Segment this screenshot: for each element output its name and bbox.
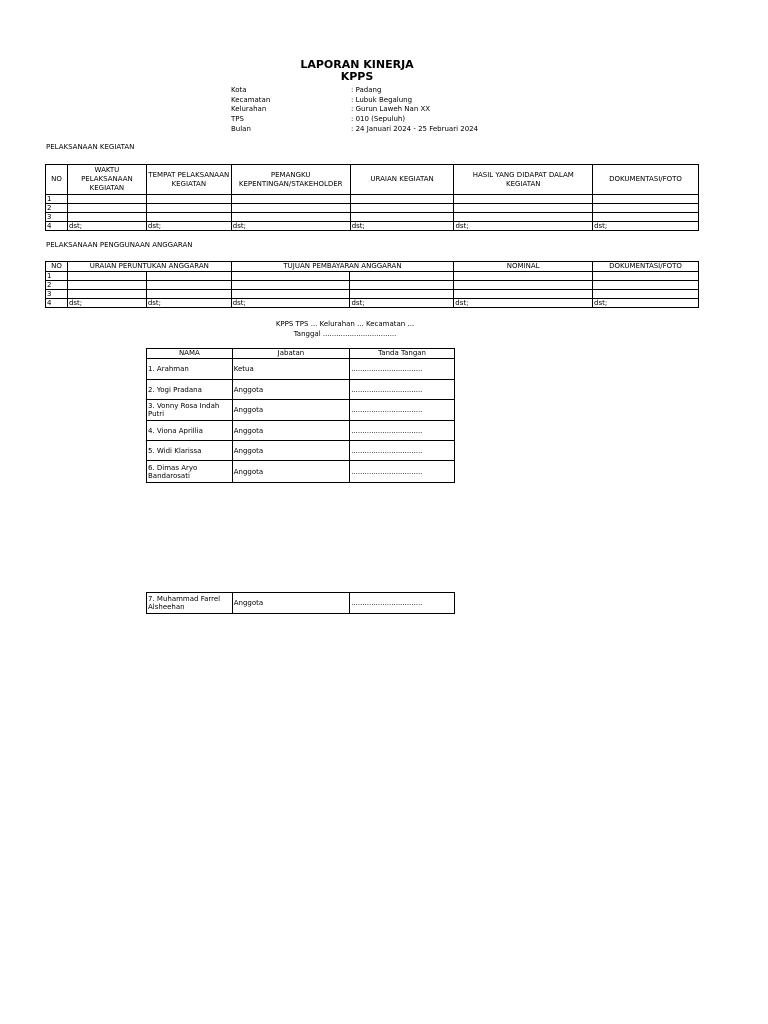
table-header-row: [147, 349, 455, 359]
table-cell: [146, 281, 231, 290]
info-row-bulan: [231, 125, 551, 135]
table-cell: dst;: [146, 222, 231, 231]
column-header: TUJUAN PEMBAYARAN ANGGARAN: [231, 262, 454, 272]
table-header-row: [46, 165, 699, 195]
report-title: LAPORAN KINERJA: [300, 58, 414, 71]
member-role: Anggota: [232, 421, 349, 441]
member-role: Anggota: [232, 441, 349, 461]
table-row: [147, 380, 455, 400]
info-row-kelurahan: [231, 105, 551, 115]
table-row: [147, 593, 455, 614]
info-value: : Lubuk Begalung: [351, 95, 413, 104]
table-cell: 3: [46, 290, 68, 299]
kegiatan-table: [45, 164, 699, 231]
member-role: Anggota: [232, 593, 349, 614]
table-row: [46, 204, 699, 213]
info-row-tps: [231, 115, 551, 125]
member-signature: ................................: [350, 400, 455, 421]
column-header: Jabatan: [232, 349, 349, 359]
member-name: 2. Yogi Pradana: [147, 380, 233, 400]
table-cell: 3: [46, 213, 68, 222]
table-cell: dst;: [231, 299, 350, 308]
table-cell: [231, 204, 350, 213]
section-title-kegiatan: PELAKSANAAN KEGIATAN: [46, 143, 135, 151]
info-row-kota: [231, 86, 551, 96]
table-cell: [454, 195, 593, 204]
table-cell: [146, 290, 231, 299]
table-cell: 2: [46, 281, 68, 290]
info-label: Bulan: [231, 124, 251, 133]
table-cell: 2: [46, 204, 68, 213]
member-role: Anggota: [232, 400, 349, 421]
column-header: DOKUMENTASI/FOTO: [593, 262, 699, 272]
table-cell: [593, 281, 699, 290]
member-signature: ................................: [350, 380, 455, 400]
place-line: KPPS TPS ... Kelurahan ... Kecamatan ...: [275, 320, 415, 328]
table-cell: [454, 213, 593, 222]
table-header-row: [46, 262, 699, 272]
table-cell: [146, 195, 231, 204]
info-row-kecamatan: [231, 96, 551, 106]
table-cell: dst;: [350, 299, 454, 308]
member-signature: ................................: [350, 593, 455, 614]
column-header: URAIAN KEGIATAN: [350, 165, 454, 195]
table-cell: 1: [46, 272, 68, 281]
table-cell: [146, 213, 231, 222]
table-row: [147, 359, 455, 380]
column-header: NO: [46, 165, 68, 195]
table-cell: [67, 213, 146, 222]
table-cell: dst;: [231, 222, 350, 231]
table-cell: dst;: [593, 222, 699, 231]
column-header: PEMANGKU KEPENTINGAN/STAKEHOLDER: [231, 165, 350, 195]
table-cell: [67, 281, 146, 290]
info-label: Kecamatan: [231, 95, 271, 104]
table-row: [46, 299, 699, 308]
table-cell: [350, 290, 454, 299]
table-cell: [231, 281, 350, 290]
table-cell: 1: [46, 195, 68, 204]
table-cell: [593, 290, 699, 299]
member-signature: ................................: [350, 461, 455, 483]
date-line: Tanggal .................................: [293, 330, 397, 338]
report-subtitle: KPPS: [340, 70, 374, 83]
table-row: [147, 400, 455, 421]
table-cell: dst;: [67, 222, 146, 231]
table-cell: [67, 204, 146, 213]
table-cell: [350, 213, 454, 222]
table-cell: [67, 195, 146, 204]
table-cell: dst;: [454, 299, 593, 308]
table-cell: [350, 272, 454, 281]
member-name: 6. Dimas Aryo Bandarosati: [147, 461, 233, 483]
column-header: TEMPAT PELAKSANAAN KEGIATAN: [146, 165, 231, 195]
info-value: : 010 (Sepuluh): [351, 115, 406, 124]
table-cell: dst;: [67, 299, 146, 308]
table-cell: [231, 213, 350, 222]
member-signature: ................................: [350, 441, 455, 461]
column-header: NAMA: [147, 349, 233, 359]
table-cell: [146, 272, 231, 281]
anggaran-table: [45, 261, 699, 308]
table-row: [147, 441, 455, 461]
column-header: DOKUMENTASI/FOTO: [593, 165, 699, 195]
info-value: : Gurun Laweh Nan XX: [351, 105, 431, 114]
member-signature: ................................: [350, 421, 455, 441]
table-cell: dst;: [350, 222, 454, 231]
table-row: [147, 461, 455, 483]
info-label: Kelurahan: [231, 105, 267, 114]
table-cell: dst;: [454, 222, 593, 231]
table-cell: [231, 290, 350, 299]
table-row: [46, 272, 699, 281]
table-cell: dst;: [593, 299, 699, 308]
member-role: Anggota: [232, 461, 349, 483]
table-cell: 4: [46, 299, 68, 308]
info-label: TPS: [231, 115, 244, 124]
table-row: [46, 290, 699, 299]
member-name: 1. Arahman: [147, 359, 233, 380]
table-row: [147, 421, 455, 441]
signature-table-continued: [146, 592, 455, 614]
table-cell: [454, 281, 593, 290]
table-row: [46, 213, 699, 222]
table-cell: [67, 272, 146, 281]
section-title-anggaran: PELAKSANAAN PENGGUNAAN ANGGARAN: [46, 241, 193, 249]
table-cell: [593, 204, 699, 213]
table-cell: [350, 281, 454, 290]
info-value: : Padang: [351, 86, 382, 94]
info-label: Kota: [231, 86, 247, 94]
member-role: Anggota: [232, 380, 349, 400]
table-row: [46, 222, 699, 231]
table-cell: [593, 272, 699, 281]
table-cell: [146, 204, 231, 213]
member-name: 5. Widi Klarissa: [147, 441, 233, 461]
table-row: [46, 281, 699, 290]
table-cell: [593, 195, 699, 204]
column-header: NOMINAL: [454, 262, 593, 272]
info-block: [231, 86, 551, 134]
table-cell: [350, 204, 454, 213]
column-header: HASIL YANG DIDAPAT DALAM KEGIATAN: [454, 165, 593, 195]
member-role: Ketua: [232, 359, 349, 380]
column-header: NO: [46, 262, 68, 272]
table-cell: [454, 290, 593, 299]
table-cell: dst;: [146, 299, 231, 308]
column-header: URAIAN PERUNTUKAN ANGGARAN: [67, 262, 231, 272]
info-value: : 24 Januari 2024 - 25 Februari 2024: [351, 124, 479, 133]
member-name: 7. Muhammad Farrel Alsheehan: [147, 593, 233, 614]
member-name: 3. Vonny Rosa Indah Putri: [147, 400, 233, 421]
table-cell: [454, 204, 593, 213]
table-row: [46, 195, 699, 204]
table-cell: [67, 290, 146, 299]
table-cell: [454, 272, 593, 281]
table-cell: [350, 195, 454, 204]
signature-table: [146, 348, 455, 483]
member-name: 4. Viona Aprillia: [147, 421, 233, 441]
table-cell: [593, 213, 699, 222]
table-cell: [231, 195, 350, 204]
column-header: WAKTU PELAKSANAAN KEGIATAN: [67, 165, 146, 195]
member-signature: ................................: [350, 359, 455, 380]
table-cell: 4: [46, 222, 68, 231]
column-header: Tanda Tangan: [350, 349, 455, 359]
table-cell: [231, 272, 350, 281]
